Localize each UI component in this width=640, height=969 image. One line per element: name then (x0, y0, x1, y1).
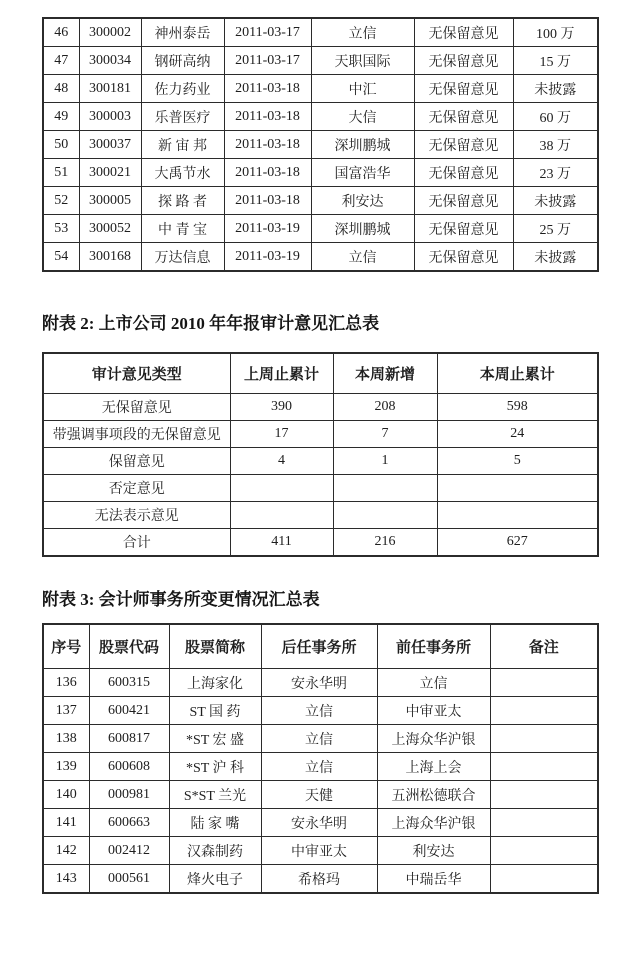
table-cell (230, 475, 333, 502)
appendix3-title: 附表 3: 会计师事务所变更情况汇总表 (42, 590, 320, 609)
table-cell (490, 837, 598, 865)
table-cell: 2011-03-17 (224, 47, 311, 75)
table-cell (490, 809, 598, 837)
table-cell: 51 (43, 159, 79, 187)
table-cell: 立信 (261, 725, 377, 753)
table-cell: 大禹节水 (141, 159, 224, 187)
table-row (43, 725, 598, 753)
table-cell: 安永华明 (261, 809, 377, 837)
table-cell (437, 502, 598, 529)
table-cell: 国富浩华 (311, 159, 414, 187)
table-cell: 中 青 宝 (141, 215, 224, 243)
table-cell: 52 (43, 187, 79, 215)
table-cell: 保留意见 (43, 448, 230, 475)
table-cell: *ST 宏 盛 (169, 725, 261, 753)
table-cell: 无保留意见 (414, 47, 513, 75)
table-row (43, 502, 598, 529)
table-cell (333, 502, 437, 529)
table-row (43, 421, 598, 448)
audit-opinion-summary-header-row (43, 353, 598, 394)
table-row (43, 47, 598, 75)
table-row (43, 187, 598, 215)
table-cell: 142 (43, 837, 89, 865)
table-cell (490, 865, 598, 894)
table-cell: 4 (230, 448, 333, 475)
table-row (43, 475, 598, 502)
auditor-change-summary-table-body (43, 669, 598, 894)
appendix2-title: 附表 2: 上市公司 2010 年年报审计意见汇总表 (42, 314, 380, 333)
table-cell: 216 (333, 529, 437, 557)
table-cell: 无保留意见 (43, 394, 230, 421)
table-cell: 中审亚太 (261, 837, 377, 865)
table-cell: 立信 (261, 753, 377, 781)
table-cell: 立信 (377, 669, 490, 697)
table-cell: 53 (43, 215, 79, 243)
table-cell (490, 725, 598, 753)
table-cell: 60 万 (513, 103, 598, 131)
table-cell: 47 (43, 47, 79, 75)
table-cell: 300002 (79, 18, 141, 47)
table-cell: 2011-03-18 (224, 103, 311, 131)
table-cell: 天健 (261, 781, 377, 809)
table-row (43, 697, 598, 725)
table-row (43, 215, 598, 243)
table-cell: 1 (333, 448, 437, 475)
table-cell: 中汇 (311, 75, 414, 103)
table-row (43, 75, 598, 103)
table-cell: 乐普医疗 (141, 103, 224, 131)
table-cell: 390 (230, 394, 333, 421)
table-cell: 否定意见 (43, 475, 230, 502)
table-cell: 54 (43, 243, 79, 272)
header-last-week-cumulative: 上周止累计 (230, 353, 333, 394)
table-cell: 137 (43, 697, 89, 725)
table-cell (490, 753, 598, 781)
table-cell: 23 万 (513, 159, 598, 187)
table-cell: 中瑞岳华 (377, 865, 490, 894)
table-row (43, 103, 598, 131)
table-cell: 25 万 (513, 215, 598, 243)
table-cell: 2011-03-18 (224, 131, 311, 159)
table-cell: 143 (43, 865, 89, 894)
table-cell: 15 万 (513, 47, 598, 75)
table-cell: 24 (437, 421, 598, 448)
table-cell: 5 (437, 448, 598, 475)
header-this-week-cumulative: 本周止累计 (437, 353, 598, 394)
table-cell: 上海上会 (377, 753, 490, 781)
table-cell (490, 669, 598, 697)
table-cell: 神州泰岳 (141, 18, 224, 47)
table-cell: 627 (437, 529, 598, 557)
audit-opinion-summary-table-body (43, 394, 598, 557)
header-this-week-new: 本周新增 (333, 353, 437, 394)
table-row (43, 669, 598, 697)
table-cell: 立信 (261, 697, 377, 725)
table-cell: 208 (333, 394, 437, 421)
table-cell: 利安达 (377, 837, 490, 865)
table-cell (333, 475, 437, 502)
table-cell: 49 (43, 103, 79, 131)
table-cell: 立信 (311, 243, 414, 272)
table-cell: 未披露 (513, 243, 598, 272)
table-row (43, 131, 598, 159)
table-cell: 无保留意见 (414, 18, 513, 47)
audit-opinion-summary-table (42, 352, 599, 557)
table-row (43, 448, 598, 475)
table-cell: 上海众华沪银 (377, 809, 490, 837)
table-cell: 598 (437, 394, 598, 421)
table-cell: 无保留意见 (414, 159, 513, 187)
auditor-change-header-row (43, 624, 598, 669)
table-cell: 利安达 (311, 187, 414, 215)
table-cell: 411 (230, 529, 333, 557)
header-remarks: 备注 (490, 624, 598, 669)
table-cell: S*ST 兰光 (169, 781, 261, 809)
header-stock-code: 股票代码 (89, 624, 169, 669)
table-cell: 2011-03-18 (224, 159, 311, 187)
table-cell: 深圳鹏城 (311, 215, 414, 243)
table-cell: 大信 (311, 103, 414, 131)
auditor-change-summary-table (42, 623, 599, 894)
table-cell: 300037 (79, 131, 141, 159)
table-cell: 万达信息 (141, 243, 224, 272)
table-row (43, 529, 598, 557)
table-cell: 139 (43, 753, 89, 781)
table-cell: 立信 (311, 18, 414, 47)
table-cell: 无保留意见 (414, 187, 513, 215)
table-cell: 48 (43, 75, 79, 103)
table-cell: 无保留意见 (414, 103, 513, 131)
table-cell: 600421 (89, 697, 169, 725)
table-cell: 100 万 (513, 18, 598, 47)
table-cell: 未披露 (513, 187, 598, 215)
table-cell: 无保留意见 (414, 75, 513, 103)
table-cell: 新 宙 邦 (141, 131, 224, 159)
table-row (43, 809, 598, 837)
table-cell: 佐力药业 (141, 75, 224, 103)
annual-report-audit-detail-table (42, 17, 599, 272)
table-cell (230, 502, 333, 529)
table-cell: 希格玛 (261, 865, 377, 894)
table-cell: 300168 (79, 243, 141, 272)
table-cell: 陆 家 嘴 (169, 809, 261, 837)
table-row (43, 18, 598, 47)
table-cell (490, 781, 598, 809)
table-cell: 300005 (79, 187, 141, 215)
table-cell: 2011-03-19 (224, 243, 311, 272)
table-cell: 17 (230, 421, 333, 448)
table-cell: 600315 (89, 669, 169, 697)
table-cell: *ST 沪 科 (169, 753, 261, 781)
table-cell: 无保留意见 (414, 131, 513, 159)
table-row (43, 865, 598, 894)
table-cell: ST 国 药 (169, 697, 261, 725)
table-cell: 38 万 (513, 131, 598, 159)
table-cell: 600817 (89, 725, 169, 753)
table-cell: 300034 (79, 47, 141, 75)
table-cell: 安永华明 (261, 669, 377, 697)
header-serial-number: 序号 (43, 624, 89, 669)
table-cell: 000981 (89, 781, 169, 809)
table-cell: 7 (333, 421, 437, 448)
table-row (43, 159, 598, 187)
table-cell: 无保留意见 (414, 243, 513, 272)
table-cell: 天职国际 (311, 47, 414, 75)
header-opinion-type: 审计意见类型 (43, 353, 230, 394)
table-cell: 无保留意见 (414, 215, 513, 243)
table-cell: 138 (43, 725, 89, 753)
table-cell: 002412 (89, 837, 169, 865)
table-cell: 未披露 (513, 75, 598, 103)
table-cell: 钢研高纳 (141, 47, 224, 75)
table-cell: 600608 (89, 753, 169, 781)
table-cell: 300003 (79, 103, 141, 131)
table-cell: 140 (43, 781, 89, 809)
table-cell: 141 (43, 809, 89, 837)
annual-report-audit-detail-table-body (43, 18, 598, 271)
table-cell: 汉森制药 (169, 837, 261, 865)
table-row (43, 753, 598, 781)
table-cell (437, 475, 598, 502)
table-row (43, 781, 598, 809)
table-cell: 300021 (79, 159, 141, 187)
header-successor-firm: 后任事务所 (261, 624, 377, 669)
table-cell: 2011-03-17 (224, 18, 311, 47)
table-row (43, 243, 598, 272)
header-stock-name: 股票简称 (169, 624, 261, 669)
table-cell: 46 (43, 18, 79, 47)
table-cell: 探 路 者 (141, 187, 224, 215)
table-cell: 深圳鹏城 (311, 131, 414, 159)
table-cell: 2011-03-18 (224, 75, 311, 103)
table-cell: 2011-03-19 (224, 215, 311, 243)
header-predecessor-firm: 前任事务所 (377, 624, 490, 669)
table-cell: 五洲松德联合 (377, 781, 490, 809)
table-row (43, 837, 598, 865)
table-cell: 合计 (43, 529, 230, 557)
table-cell: 上海众华沪银 (377, 725, 490, 753)
table-cell: 300181 (79, 75, 141, 103)
table-cell: 带强调事项段的无保留意见 (43, 421, 230, 448)
table-cell: 无法表示意见 (43, 502, 230, 529)
table-row (43, 394, 598, 421)
table-cell: 中审亚太 (377, 697, 490, 725)
table-cell: 136 (43, 669, 89, 697)
table-cell: 000561 (89, 865, 169, 894)
table-cell: 50 (43, 131, 79, 159)
table-cell: 600663 (89, 809, 169, 837)
table-cell: 300052 (79, 215, 141, 243)
table-cell (490, 697, 598, 725)
table-cell: 2011-03-18 (224, 187, 311, 215)
table-cell: 上海家化 (169, 669, 261, 697)
table-cell: 烽火电子 (169, 865, 261, 894)
